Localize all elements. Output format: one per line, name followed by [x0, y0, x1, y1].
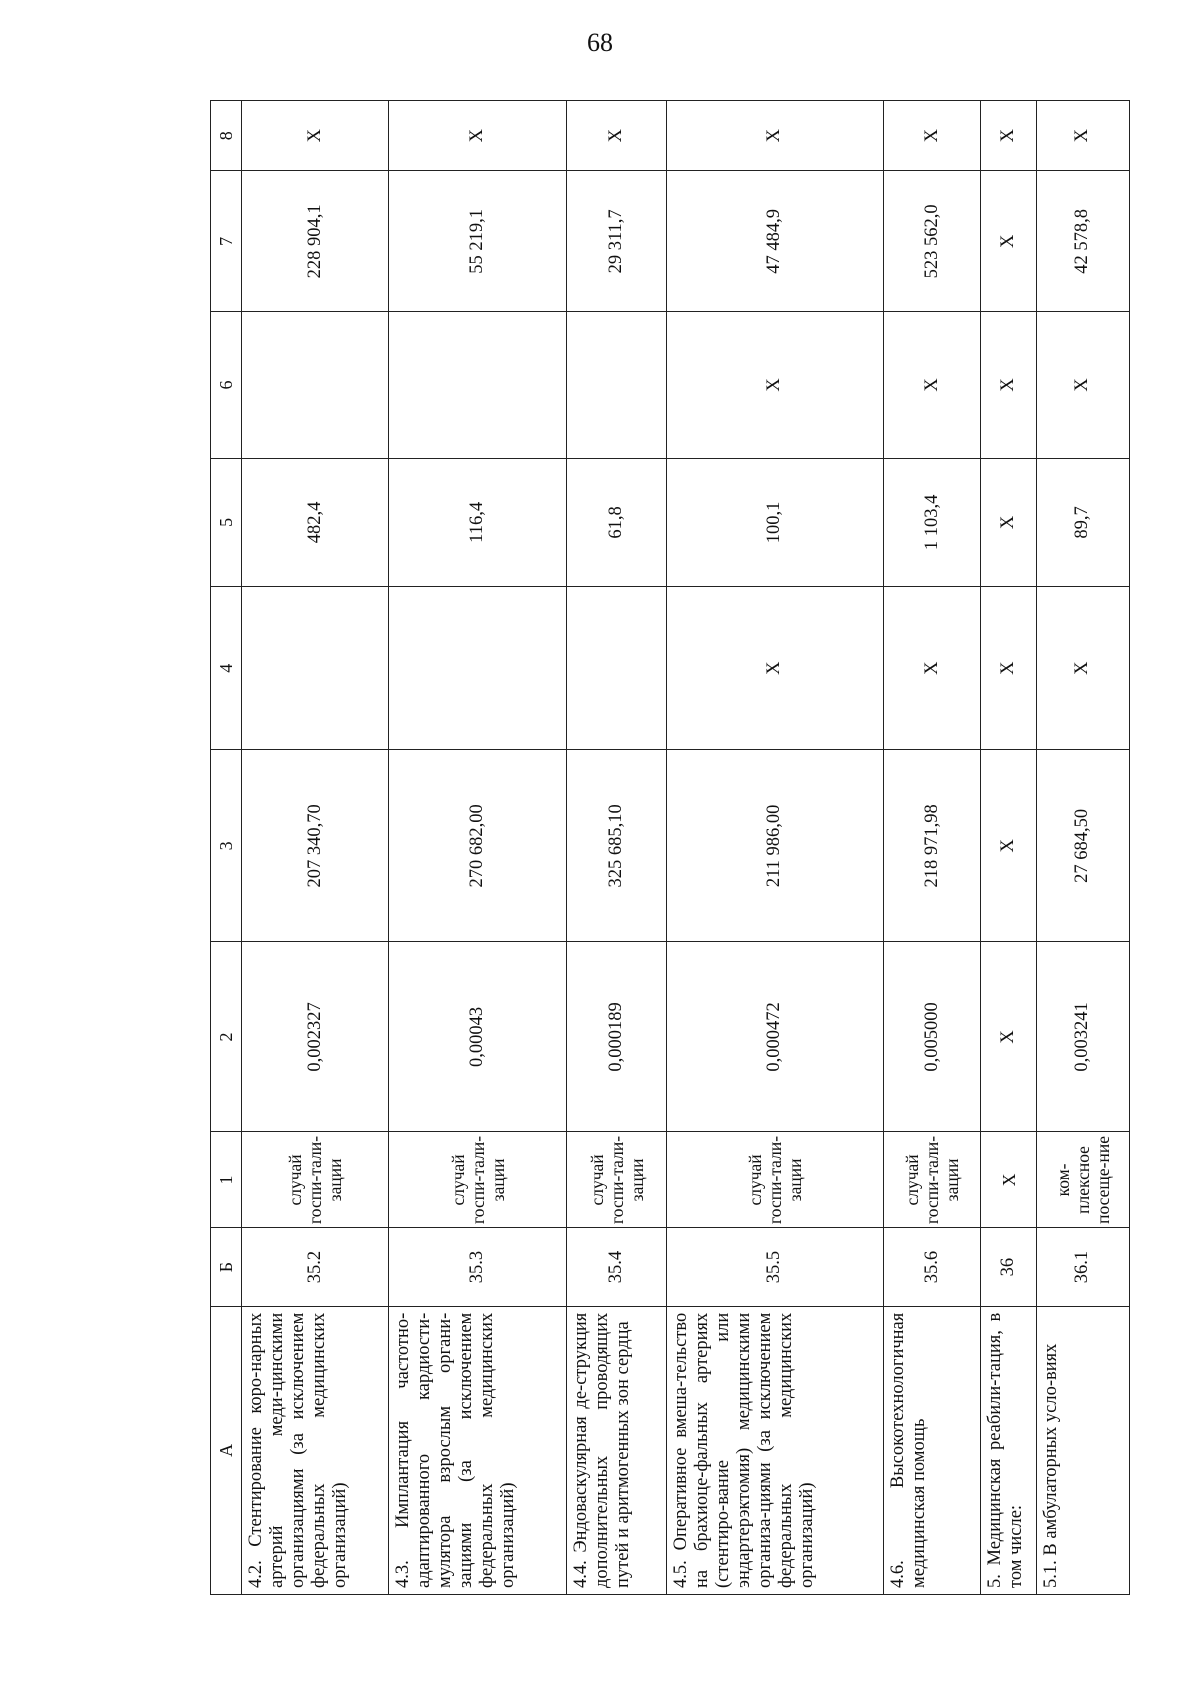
cell-col2: 0,003241: [1036, 942, 1129, 1132]
table-header-row: [211, 101, 242, 1595]
cell-col3: 325 685,10: [567, 750, 667, 942]
cell-description: 4.6. Высокотехнологичная медицинская помощь: [883, 1306, 981, 1594]
cell-col2: 0,005000: [883, 942, 981, 1132]
cell-unit: случай госпи-тали-зации: [883, 1132, 981, 1228]
table-row: [567, 101, 667, 1595]
cell-col5: 61,8: [567, 458, 667, 587]
column-header: 1: [211, 1132, 242, 1228]
cell-code: 35.5: [667, 1228, 884, 1306]
cell-col2: 0,000189: [567, 942, 667, 1132]
cell-code: 36: [981, 1228, 1036, 1306]
cell-code: 35.3: [389, 1228, 567, 1306]
cell-col4: Х: [883, 587, 981, 750]
table-row: [667, 101, 884, 1595]
cell-description: 4.3. Имплантация частотно-адаптированного кардиости-мулятора взрослым органи-зациями (за исключением федеральных медицинских организаций): [389, 1306, 567, 1594]
cell-description: 5.1. В амбулаторных усло-виях: [1036, 1306, 1129, 1594]
cell-col4: [567, 587, 667, 750]
cell-col6: Х: [1036, 312, 1129, 458]
column-header: Б: [211, 1228, 242, 1306]
cell-col6: Х: [981, 312, 1036, 458]
rotated-table-wrapper: [210, 100, 1130, 1595]
cell-col4: Х: [1036, 587, 1129, 750]
cell-col5: 89,7: [1036, 458, 1129, 587]
cell-col5: 1 103,4: [883, 458, 981, 587]
cell-unit: Х: [981, 1132, 1036, 1228]
cell-col6: [242, 312, 389, 458]
cell-col8: Х: [667, 101, 884, 171]
cell-description: 4.4. Эндоваскулярная де-струкция дополнительных проводящих путей и аритмогенных зон сердца: [567, 1306, 667, 1594]
column-header: 7: [211, 171, 242, 312]
cell-col7: 29 311,7: [567, 171, 667, 312]
cell-col5: 116,4: [389, 458, 567, 587]
cell-col6: [567, 312, 667, 458]
cell-col7: 42 578,8: [1036, 171, 1129, 312]
cell-col2: 0,002327: [242, 942, 389, 1132]
cell-col7: 228 904,1: [242, 171, 389, 312]
cell-unit: случай госпи-тали-зации: [389, 1132, 567, 1228]
cell-unit: случай госпи-тали-зации: [242, 1132, 389, 1228]
table-row: [981, 101, 1036, 1595]
column-header: 2: [211, 942, 242, 1132]
column-header: 3: [211, 750, 242, 942]
cell-col5: 100,1: [667, 458, 884, 587]
column-header: 8: [211, 101, 242, 171]
cell-col7: 47 484,9: [667, 171, 884, 312]
cell-col3: 27 684,50: [1036, 750, 1129, 942]
cell-col5: Х: [981, 458, 1036, 587]
table-row: [883, 101, 981, 1595]
cell-col2: 0,00043: [389, 942, 567, 1132]
cell-col4: [389, 587, 567, 750]
cell-code: 36.1: [1036, 1228, 1129, 1306]
column-header: 4: [211, 587, 242, 750]
cell-description: 5. Медицинская реабили-тация, в том числе:: [981, 1306, 1036, 1594]
cell-col2: Х: [981, 942, 1036, 1132]
cell-col6: Х: [667, 312, 884, 458]
cell-description: 4.2. Стентирование коро-нарных артерий меди-цинскими организациями (за исключением федеральных медицинских организаций): [242, 1306, 389, 1594]
cell-col4: Х: [981, 587, 1036, 750]
cell-col8: Х: [981, 101, 1036, 171]
table-row: [1036, 101, 1129, 1595]
cell-col8: Х: [389, 101, 567, 171]
cell-col4: [242, 587, 389, 750]
cell-code: 35.2: [242, 1228, 389, 1306]
data-table: [210, 100, 1130, 1595]
cell-col8: Х: [567, 101, 667, 171]
cell-code: 35.6: [883, 1228, 981, 1306]
table-row: [389, 101, 567, 1595]
cell-code: 35.4: [567, 1228, 667, 1306]
column-header: 5: [211, 458, 242, 587]
cell-col7: 55 219,1: [389, 171, 567, 312]
cell-col3: 211 986,00: [667, 750, 884, 942]
table-row: [242, 101, 389, 1595]
cell-col6: [389, 312, 567, 458]
cell-description: 4.5. Оперативное вмеша-тельство на брахиоце-фальных артериях (стентиро-вание или эндартерэктомия) медицинскими организа-циями (за исключением федеральных медицинских организаций): [667, 1306, 884, 1594]
cell-col3: 218 971,98: [883, 750, 981, 942]
cell-col3: 270 682,00: [389, 750, 567, 942]
page-number: 68: [587, 28, 613, 57]
cell-col7: 523 562,0: [883, 171, 981, 312]
cell-col8: Х: [242, 101, 389, 171]
cell-unit: случай госпи-тали-зации: [567, 1132, 667, 1228]
cell-col7: Х: [981, 171, 1036, 312]
cell-col4: Х: [667, 587, 884, 750]
column-header: 6: [211, 312, 242, 458]
cell-col3: Х: [981, 750, 1036, 942]
cell-unit: ком-плексное посеще-ние: [1036, 1132, 1129, 1228]
cell-col3: 207 340,70: [242, 750, 389, 942]
cell-col8: Х: [1036, 101, 1129, 171]
column-header: А: [211, 1306, 242, 1594]
cell-col2: 0,000472: [667, 942, 884, 1132]
cell-unit: случай госпи-тали-зации: [667, 1132, 884, 1228]
cell-col5: 482,4: [242, 458, 389, 587]
cell-col8: Х: [883, 101, 981, 171]
cell-col6: Х: [883, 312, 981, 458]
